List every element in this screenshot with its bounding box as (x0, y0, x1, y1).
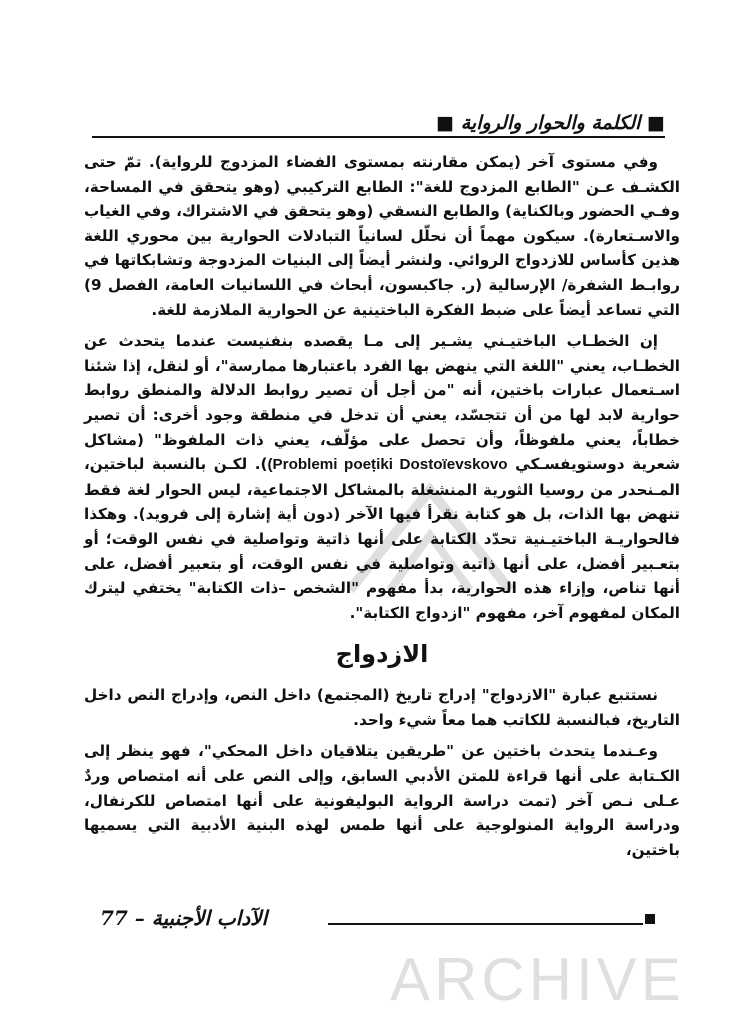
page-body (84, 150, 680, 869)
paragraph-4: وعـندما يتحدث باختين عن "طريقين يتلاقيان داخل المحكي"، فهو ينظر إلى الكـتابة على أنها قراءة للمتن الأدبي السابق، وإلى النص على أنه امتصاص وردٌ عـلى نـص آخر (تمت دراسة الرواية البوليفونية على أنها امتصاص للكرنفال، ودراسة الرواية المنولوجية على أنها طمس لهذه البنية الأدبية التي يسميها باختين، (84, 742, 680, 859)
paragraph-1: وفي مستوى آخر (يمكن مقارنته بمستوى الفضاء المزدوج للرواية). تمّ حتى الكشـف عـن "الطابع المزدوج للغة": الطابع التركيبي (وهو يتحقق في المساحة، وفـي الحضور وبالكناية) والطابع النسقي (وهو يتحقق في الاشتراك، وفي الغياب والاسـتعارة). سيكون مهماً أن نحلّل لسانياً التبادلات الحوارية بين محوري اللغة هذين كأساس للازدواج الروائي. ولنشر أيضاً إلى البنيات المزدوجة وتشابكاتها في روابـط الشفرة/ الإرسالية (ر. جاكبسون، أبحاث في اللسانيات العامة، الفصل 9) التي تساعد أيضاً على ضبط الفكرة الباختينية عن الحوارية الملازمة للغة. (84, 153, 680, 319)
watermark-text: ARCHIVE (390, 946, 685, 1013)
latin-title: (Problemi poeṭiki Dostoïevskovo (267, 456, 508, 474)
running-header (92, 112, 665, 142)
paragraph-3: نستتبع عبارة "الازدواج" إدراج تاريخ (المجتمع) داخل النص، وإدراج النص داخل التاريخ، فبالنسبة للكاتب هما معاً شيء واحد. (84, 686, 680, 729)
footer-page-label: الآداب الأجنبية – 77 (100, 906, 268, 930)
footer-square-icon (645, 914, 655, 924)
paragraph-2-before: إن الخطـاب الباختيـني يشـير إلى مـا يقصده بنفنيست عندما يتحدث عن الخطـاب، يعني "اللغة التي ينهض بها الفرد باعتبارها ممارسة"، أو لنقل، إذا شئنا اسـتعمال عبارات باختين، أنه "من أجل أن تصير روابط الدلالة والمنطق روابط حوارية لابد لها من أن تتجسّد، يعني أن تدخل في منطقة وجود أخرى: أن تصير خطاباً، يعني ملفوظاً، وأن تحصل على مؤلّف، يعني ذات الملفوظ" (مشاكل شعرية دوستويفسـكي (84, 332, 681, 474)
page-footer (100, 906, 655, 936)
paragraph-2-after: ). لكـن بالنسبة لباختين، المـنحدر من روسيا الثورية المنشغلة بالمشاكل الاجتماعية، ليس الحوار لغة فقط تنهض بها الذات، بل هو كتابة نقرأ فيها الآخر (دون أية إشارة إلى فرويد). وهكذا فالحواريـة الباختيـنية تحدّد الكتابة على أنها ذاتية وتواصلية في نفس الوقت؛ أو بتعـبير أفضل، على أنها ذاتية وتواصلية في نفس الوقت، أو بتعبير أفضل، على أنها تناص، وإزاء هذه الحوارية، بدأ مفهوم "الشخص –ذات الكتابة" يختفي ليترك المكان لمفهوم آخر، مفهوم "ازدواج الكتابة". (84, 455, 680, 622)
footer-rule (328, 923, 643, 925)
section-heading: الازدواج (335, 640, 429, 669)
header-rule (92, 136, 665, 138)
header-title: ■ الكلمة والحوار والرواية ■ (430, 112, 665, 134)
paragraph-2 (84, 329, 680, 625)
